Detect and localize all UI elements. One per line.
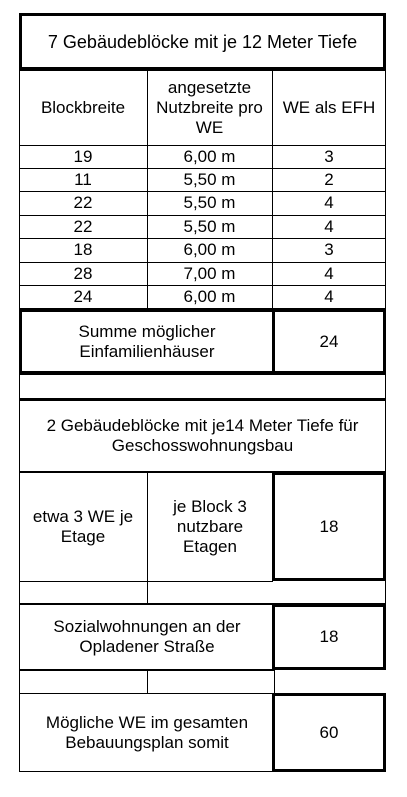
sum-label: Summe möglicher Einfamilienhäuser bbox=[78, 321, 216, 361]
table-cell: 2 bbox=[324, 169, 334, 189]
table-cell: 7,00 m bbox=[183, 263, 236, 283]
section1-title: 7 Gebäudeblöcke mit je 12 Meter Tiefe bbox=[47, 31, 358, 52]
spacer-row bbox=[19, 374, 386, 399]
table-cell: 11 bbox=[74, 169, 92, 189]
table-cell: 4 bbox=[324, 193, 334, 212]
section2-divider bbox=[147, 472, 148, 604]
table-cell: 5,50 m bbox=[183, 193, 236, 212]
total-value: 60 bbox=[319, 722, 339, 742]
section2-title: 2 Gebäudeblöcke mit je14 Meter Tiefe für Geschosswohnungsbau bbox=[46, 416, 359, 455]
header-nutzbreite: angesetzte Nutzbreite pro WE bbox=[156, 78, 263, 137]
table-cell: 24 bbox=[73, 287, 93, 306]
spacer-divider bbox=[147, 670, 148, 694]
section2-value: 18 bbox=[319, 516, 339, 536]
sum-value: 24 bbox=[319, 331, 339, 351]
table-cell: 22 bbox=[73, 216, 93, 236]
table-cell: 5,50 m bbox=[183, 216, 236, 236]
table-cell: 4 bbox=[324, 263, 334, 283]
table-cell: 3 bbox=[324, 146, 334, 166]
we-per-floor: etwa 3 WE je Etage bbox=[32, 506, 134, 546]
table-cell: 4 bbox=[324, 287, 334, 306]
floors-per-block: je Block 3 nutzbare Etagen bbox=[173, 496, 247, 556]
header-blockbreite: Blockbreite bbox=[40, 98, 126, 117]
table-cell: 28 bbox=[73, 263, 93, 283]
social-label: Sozialwohnungen an der Opladener Straße bbox=[53, 617, 241, 656]
table-cell: 6,00 m bbox=[183, 240, 236, 259]
total-label: Mögliche WE im gesamten Bebauungsplan somit bbox=[45, 712, 249, 752]
table-cell: 3 bbox=[324, 240, 334, 259]
table-cell: 22 bbox=[73, 193, 93, 212]
section2-row-divider bbox=[19, 581, 273, 582]
table-cell: 19 bbox=[73, 146, 93, 166]
table-cell: 6,00 m bbox=[183, 146, 236, 166]
table-cell: 18 bbox=[73, 240, 93, 259]
header-we-efh: WE als EFH bbox=[282, 98, 376, 117]
table-cell: 5,50 m bbox=[183, 169, 236, 189]
table-cell: 4 bbox=[324, 216, 334, 236]
table-cell: 6,00 m bbox=[183, 287, 236, 306]
social-value: 18 bbox=[319, 627, 339, 646]
